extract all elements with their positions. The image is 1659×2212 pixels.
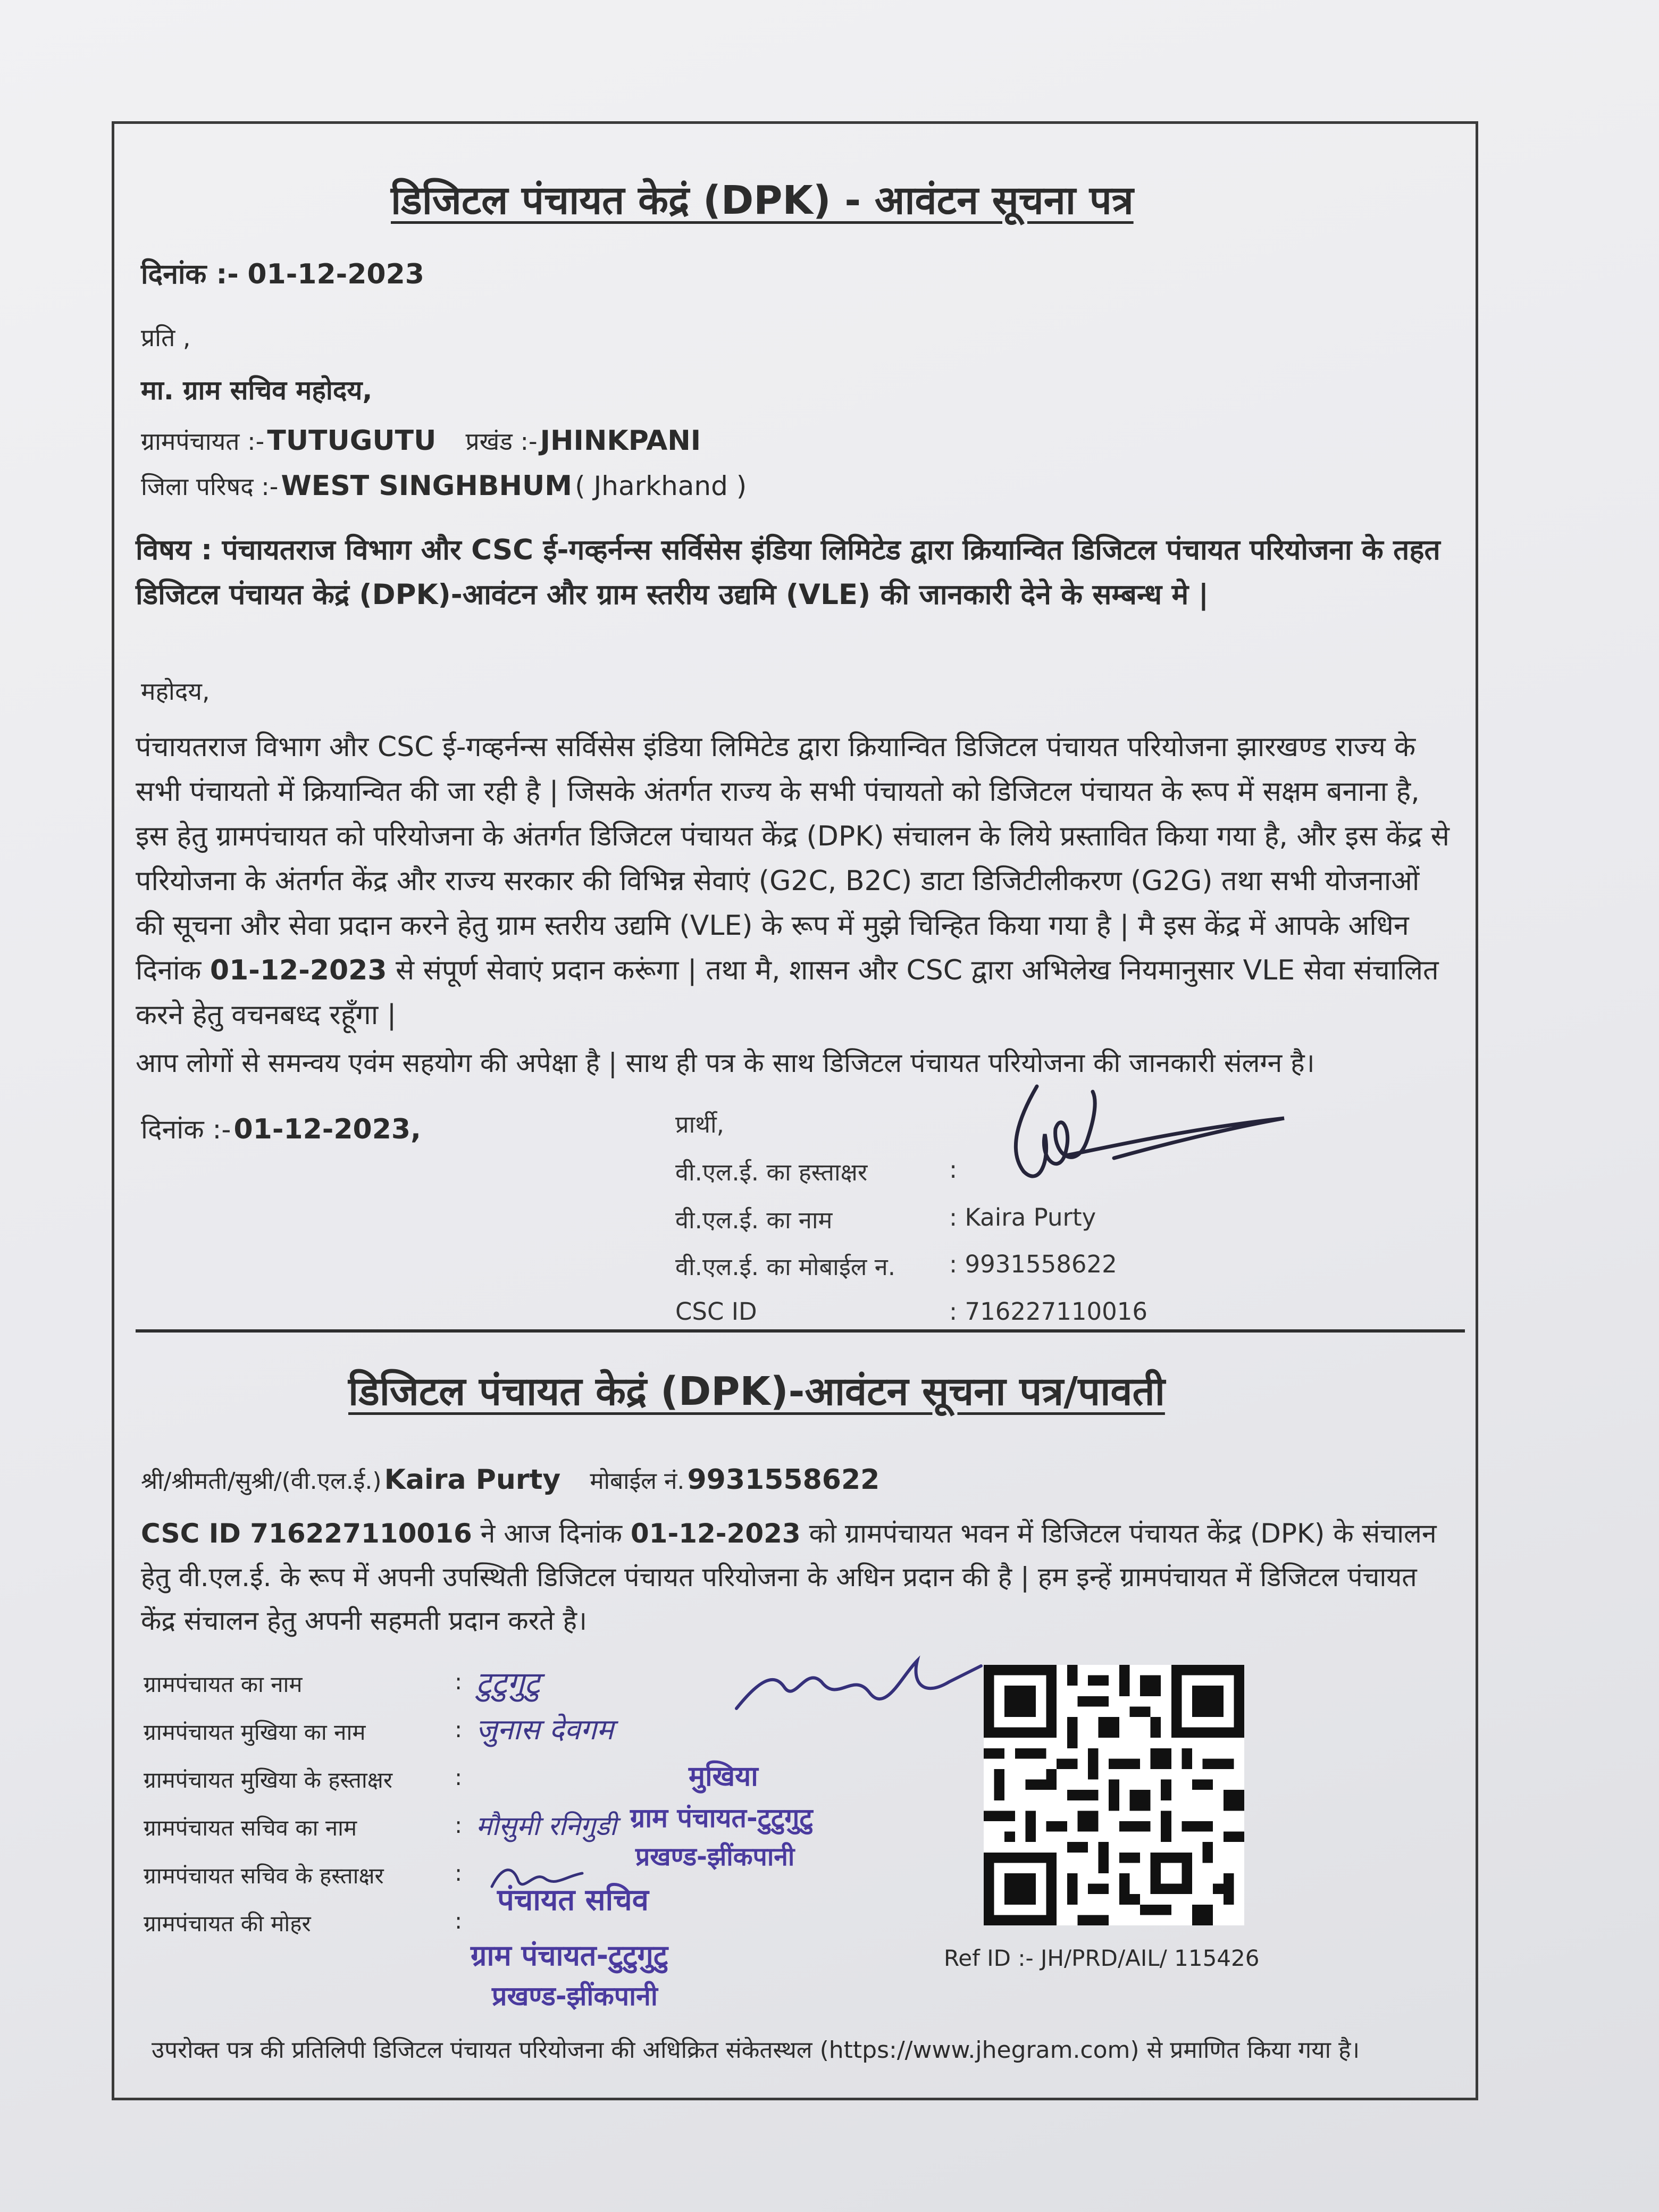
field-sachiv-sign-label: ग्रामपंचायत सचिव के हस्ताक्षर xyxy=(144,1863,384,1889)
field-seal-label: ग्रामपंचायत की मोहर xyxy=(144,1911,311,1937)
date2-label: दिनांक :- xyxy=(141,1114,231,1145)
stamp-block-top: प्रखण्ड-झींकपानी xyxy=(635,1842,795,1872)
mukhiya-signature-icon xyxy=(726,1650,992,1735)
date-line xyxy=(141,254,424,292)
subject-paragraph: विषय : पंचायतराज विभाग और CSC ई-गव्हर्नन्स सर्विसेस इंडिया लिमिटेड द्वारा क्रियान्वित डिजिटल पंचायत परियोजना के तहत डिजिटल पंचायत केद्रं (DPK)-आवंटन और ग्राम स्तरीय उद्यमि (VLE) की जानकारी देने के सम्बन्ध मे | xyxy=(136,534,1440,611)
field-gp-name-colon: : xyxy=(455,1669,463,1695)
state-value: ( Jharkhand ) xyxy=(575,471,747,501)
gp-label: ग्रामपंचायत :- xyxy=(141,427,265,456)
gp-value: TUTUGUTU xyxy=(267,425,437,457)
salutation: महोदय, xyxy=(141,677,210,706)
vle-signature-icon xyxy=(986,1070,1305,1230)
receipt-csc-id: CSC ID 716227110016 xyxy=(141,1518,472,1549)
body-paragraph xyxy=(136,725,1454,1037)
date2-value: 01-12-2023, xyxy=(233,1113,421,1145)
receipt-paragraph xyxy=(141,1512,1444,1643)
to-line: प्रति , xyxy=(141,323,191,352)
handwritten-gp-name: टुटुगुटु xyxy=(476,1665,540,1701)
receipt-text-2: को ग्रामपंचायत भवन में डिजिटल पंचायत केंद्र (DPK) के संचालन हेतु वी.एल.ई. के रूप में अपनी उपस्थिती डिजिटल पंचायत परियोजना के अधिन प्रदान की है | हम इन्हें ग्रामपंचायत में डिजिटल पंचायत केंद्र संचालन हेतु अपनी सहमती प्रदान करते है। xyxy=(141,1518,1437,1636)
field-sachiv-name-label: ग्रामपंचायत सचिव का नाम xyxy=(144,1815,357,1841)
gp-block-line xyxy=(141,424,701,457)
handwritten-mukhiya-name: जुनास देवगम xyxy=(476,1713,614,1746)
body-date: 01-12-2023 xyxy=(210,954,387,986)
vle-sign-colon: : xyxy=(949,1155,958,1184)
vle-name-label: वी.एल.ई. का नाम xyxy=(675,1206,833,1234)
vle-name-value: : Kaira Purty xyxy=(949,1203,1096,1231)
stamp-gp-top: ग्राम पंचायत-टुटुगुटु xyxy=(630,1803,813,1833)
block-label: प्रखंड :- xyxy=(465,427,538,456)
vle-mobile-label: वी.एल.ई. का मोबाईल न. xyxy=(675,1253,896,1281)
vle-csc-value: : 716227110016 xyxy=(949,1297,1148,1326)
stamp-sachiv: पंचायत सचिव xyxy=(497,1883,649,1917)
district-value: WEST SINGHBHUM xyxy=(281,470,573,502)
date2-line xyxy=(141,1110,421,1146)
vle-mobile-value: : 9931558622 xyxy=(949,1250,1117,1278)
field-mukhiya-sign-label: ग्रामपंचायत मुखिया के हस्ताक्षर xyxy=(144,1767,393,1793)
block-value: JHINKPANI xyxy=(540,425,701,457)
field-mukhiya-name-colon: : xyxy=(455,1716,463,1742)
receipt-mobile: 9931558622 xyxy=(687,1464,880,1496)
stamp-block-bottom: प्रखण्ड-झींकपानी xyxy=(492,1981,658,2012)
vle-sign-label: वी.एल.ई. का हस्ताक्षर xyxy=(675,1158,868,1186)
field-sachiv-sign-colon: : xyxy=(455,1860,463,1886)
field-mukhiya-name-label: ग्रामपंचायत मुखिया का नाम xyxy=(144,1719,366,1745)
receipt-name-line xyxy=(141,1464,879,1496)
field-mukhiya-sign-colon: : xyxy=(455,1764,463,1790)
document-title: डिजिटल पंचायत केद्रं (DPK) - आवंटन सूचना पत्र xyxy=(391,178,1134,223)
receipt-text-1: ने आज दिनांक xyxy=(480,1518,622,1549)
field-seal-colon: : xyxy=(455,1908,463,1934)
closing-line: आप लोगों से समन्वय एवंम सहयोग की अपेक्षा है | साथ ही पत्र के साथ डिजिटल पंचायत परियोजना की जानकारी संलग्न है। xyxy=(136,1048,1315,1078)
stamp-mukhiya: मुखिया xyxy=(689,1761,758,1792)
applicant-label: प्रार्थी, xyxy=(675,1110,724,1138)
handwritten-sachiv-name: मौसुमी रनिगुडी xyxy=(476,1811,617,1841)
footer-note: उपरोक्त पत्र की प्रतिलिपी डिजिटल पंचायत परियोजना की अधिक्रित संकेतस्थल (https://www.jhegram.com) से प्रमाणित किया गया है। xyxy=(152,2037,1360,2064)
qr-code-graphic xyxy=(984,1665,1244,1925)
stamp-gp-bottom: ग्राम पंचायत-टुटुगुटु xyxy=(471,1939,668,1972)
field-gp-name-label: ग्रामपंचायत का नाम xyxy=(144,1671,303,1697)
addressee: मा. ग्राम सचिव महोदय, xyxy=(141,375,373,406)
receipt-mobile-label: मोबाईल नं. xyxy=(590,1468,685,1495)
date-label: दिनांक :- xyxy=(141,258,239,290)
body-text-2: से संपूर्ण सेवाएं प्रदान करूंगा | तथा मै, शासन और CSC द्वारा अभिलेख नियमानुसार VLE सेवा संचालित करने हेतु वचनबध्द रहूँगा | xyxy=(136,954,1439,1031)
vle-csc-label: CSC ID xyxy=(675,1297,757,1326)
district-label: जिला परिषद :- xyxy=(141,472,279,501)
receipt-name: Kaira Purty xyxy=(384,1464,561,1496)
ref-id: Ref ID :- JH/PRD/AIL/ 115426 xyxy=(944,1945,1260,1971)
body-text-1: पंचायतराज विभाग और CSC ई-गव्हर्नन्स सर्विसेस इंडिया लिमिटेड द्वारा क्रियान्वित डिजिटल पंचायत परियोजना झारखण्ड राज्य के सभी पंचायतो में क्रियान्वित की जा रही है | जिसके अंतर्गत राज्य के सभी पंचायतो को डिजिटल पंचायत के रूप में सक्षम बनाना है, इस हेतु ग्रामपंचायत को परियोजना के अंतर्गत डिजिटल पंचायत केंद्र (DPK) संचालन के लिये प्रस्तावित किया गया है, और इस केंद्र से परियोजना के अंतर्गत केंद्र और राज्य सरकार की विभिन्न सेवाएं (G2C, B2C) डाटा डिजिटीलीकरण (G2G) तथा सभी योजनाओं की सूचना और सेवा प्रदान करने हेतु ग्राम स्तरीय उद्यमि (VLE) के रूप में मुझे चिन्हित किया गया है | मै इस केंद्र में आपके अधिन दिनांक xyxy=(136,731,1449,986)
receipt-date: 01-12-2023 xyxy=(630,1518,801,1549)
district-line xyxy=(141,470,747,502)
receipt-prefix: श्री/श्रीमती/सुश्री/(वी.एल.ई.) xyxy=(141,1468,382,1495)
field-sachiv-name-colon: : xyxy=(455,1812,463,1838)
qr-code-icon xyxy=(984,1665,1244,1925)
receipt-title: डिजिटल पंचायत केद्रं (DPK)-आवंटन सूचना पत्र/पावती xyxy=(348,1369,1165,1414)
document-frame xyxy=(112,121,1478,2100)
section-divider xyxy=(136,1329,1465,1333)
date-value: 01-12-2023 xyxy=(247,258,424,290)
